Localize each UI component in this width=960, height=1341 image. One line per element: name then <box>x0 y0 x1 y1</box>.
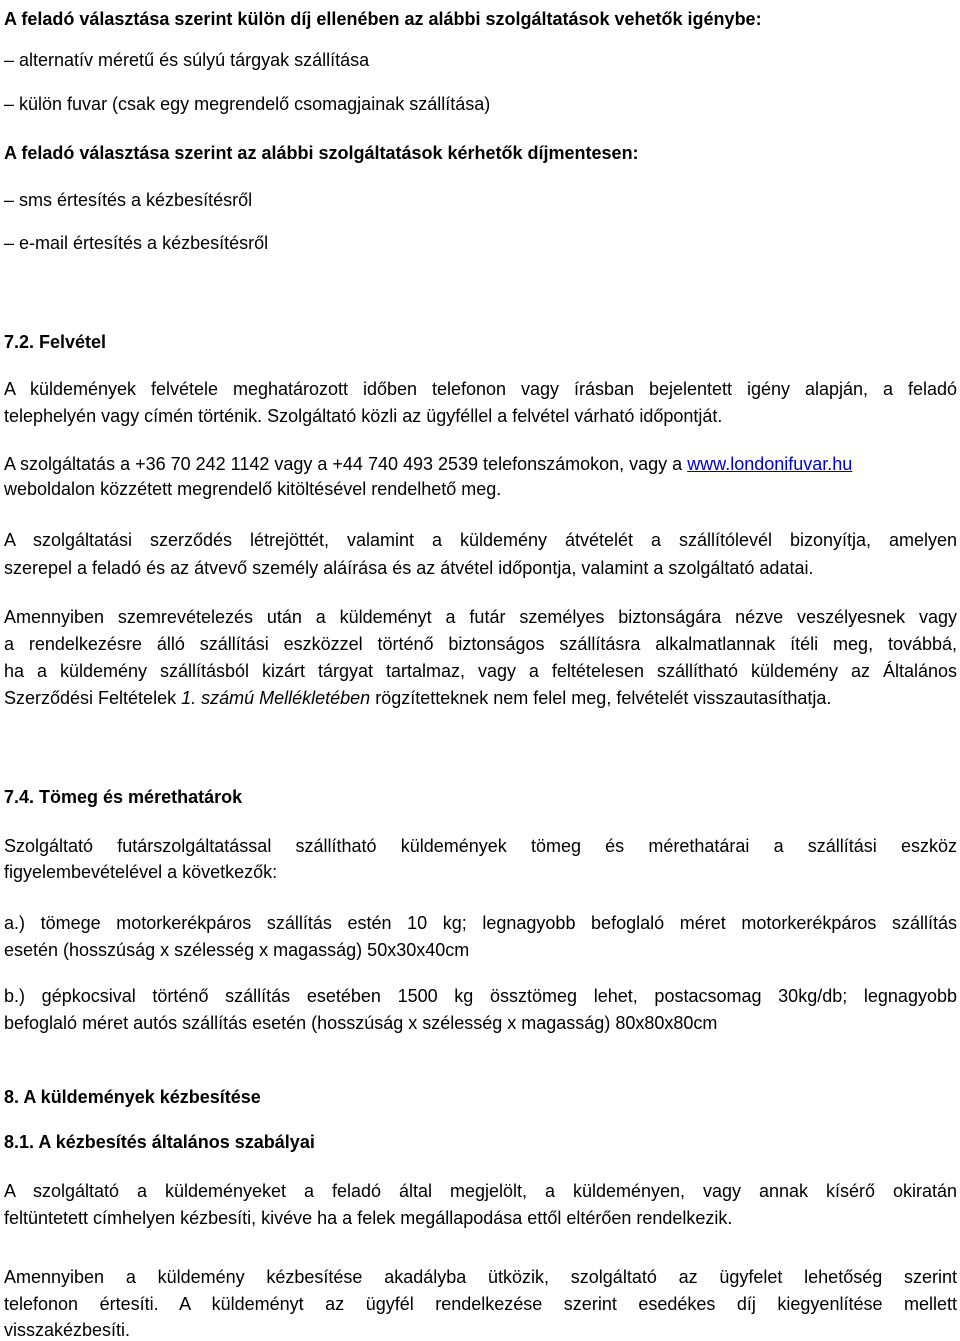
limit-b-line-1: b.) gépkocsival történő szállítás esetében 1500 kg össztömeg lehet, postacsomag 30kg/db; legnagyobb <box>4 986 957 1006</box>
refusal-paragraph-line-2: a rendelkezésre álló szállítási eszközzel történő biztonságos szállításra alkalmatlannak ítéli meg, továbbá, <box>4 634 957 654</box>
paid-service-item-1: – alternatív méretű és súlyú tárgyak szállítása <box>4 50 370 70</box>
free-service-item-2: – e-mail értesítés a kézbesítésről <box>4 233 269 253</box>
paid-services-heading: A feladó választása szerint külön díj ellenében az alábbi szolgáltatások vehetők igénybe: <box>4 9 762 29</box>
section-8-heading: 8. A küldemények kézbesítése <box>4 1087 261 1107</box>
refusal-text-b: rögzítetteknek nem felel meg, felvételét visszautasíthatja. <box>370 688 832 708</box>
annex-reference: 1. számú Mellékletében <box>181 688 371 708</box>
limit-a-line-1: a.) tömege motorkerékpáros szállítás estén 10 kg; legnagyobb befoglaló méret motorkerékpáros szállítás <box>4 913 957 933</box>
order-paragraph-line-2: weboldalon közzétett megrendelő kitöltésével rendelhető meg. <box>4 479 502 499</box>
obstacle-paragraph-line-3: visszakézbesíti. <box>4 1320 131 1340</box>
limits-paragraph-line-1: Szolgáltató futárszolgáltatással szállítható küldemények tömeg és mérethatárai a szállítási eszköz <box>4 836 957 856</box>
obstacle-paragraph-line-2: telefonon értesíti. A küldeményt az ügyfél rendelkezése szerint esedékes díj kiegyenlítése mellett <box>4 1294 957 1314</box>
contract-paragraph-line-2: szerepel a feladó és az átvevő személy aláírása és az átvétel időpontja, valamint a szolgáltató adatai. <box>4 558 814 578</box>
free-services-heading: A feladó választása szerint az alábbi szolgáltatások kérhetők díjmentesen: <box>4 143 639 163</box>
refusal-paragraph-line-4 <box>4 687 831 709</box>
section-7-4-heading: 7.4. Tömeg és mérethatárok <box>4 787 243 807</box>
section-8-1-heading: 8.1. A kézbesítés általános szabályai <box>4 1132 315 1152</box>
refusal-paragraph-line-1: Amennyiben szemrevételezés után a küldeményt a futár személyes biztonságára nézve veszélyesnek vagy <box>4 607 957 627</box>
refusal-paragraph-line-3: ha a küldemény szállításból kizárt tárgyat tartalmaz, vagy a feltételesen szállítható küldemény az Általános <box>4 661 957 681</box>
section-7-2-heading: 7.2. Felvétel <box>4 332 107 352</box>
paid-service-item-2: – külön fuvar (csak egy megrendelő csomagjainak szállítása) <box>4 94 491 114</box>
order-paragraph-text: A szolgáltatás a +36 70 242 1142 vagy a +44 740 493 2539 telefonszámokon, vagy a <box>4 454 688 474</box>
limit-a-line-2: esetén (hosszúság x szélesség x magasság) 50x30x40cm <box>4 940 470 960</box>
limits-paragraph-line-2: figyelembevételével a következők: <box>4 862 278 882</box>
delivery-paragraph-line-1: A szolgáltató a küldeményeket a feladó által megjelölt, a küldeményen, vagy annak kísérő okiratán <box>4 1181 957 1201</box>
pickup-paragraph-line-2: telephelyén vagy címén történik. Szolgáltató közli az ügyféllel a felvétel várható időpontját. <box>4 406 723 426</box>
obstacle-paragraph-line-1: Amennyiben a küldemény kézbesítése akadályba ütközik, szolgáltató az ügyfelet lehetőség szerint <box>4 1267 957 1287</box>
contract-paragraph-line-1: A szolgáltatási szerződés létrejöttét, valamint a küldemény átvételét a szállítólevél bizonyítja, amelyen <box>4 530 957 550</box>
delivery-paragraph-line-2: feltüntetett címhelyen kézbesíti, kivéve ha a felek megállapodása ettől eltérően rendelkezik. <box>4 1208 733 1228</box>
website-link[interactable]: www.londonifuvar.hu <box>687 454 853 474</box>
pickup-paragraph-line-1: A küldemények felvétele meghatározott időben telefonon vagy írásban bejelentett igény alapján, a feladó <box>4 379 957 399</box>
free-service-item-1: – sms értesítés a kézbesítésről <box>4 190 253 210</box>
refusal-text-a: Szerződési Feltételek <box>4 688 182 708</box>
order-paragraph-line-1 <box>4 453 957 475</box>
limit-b-line-2: befoglaló méret autós szállítás esetén (hosszúság x szélesség x magasság) 80x80x80cm <box>4 1013 718 1033</box>
